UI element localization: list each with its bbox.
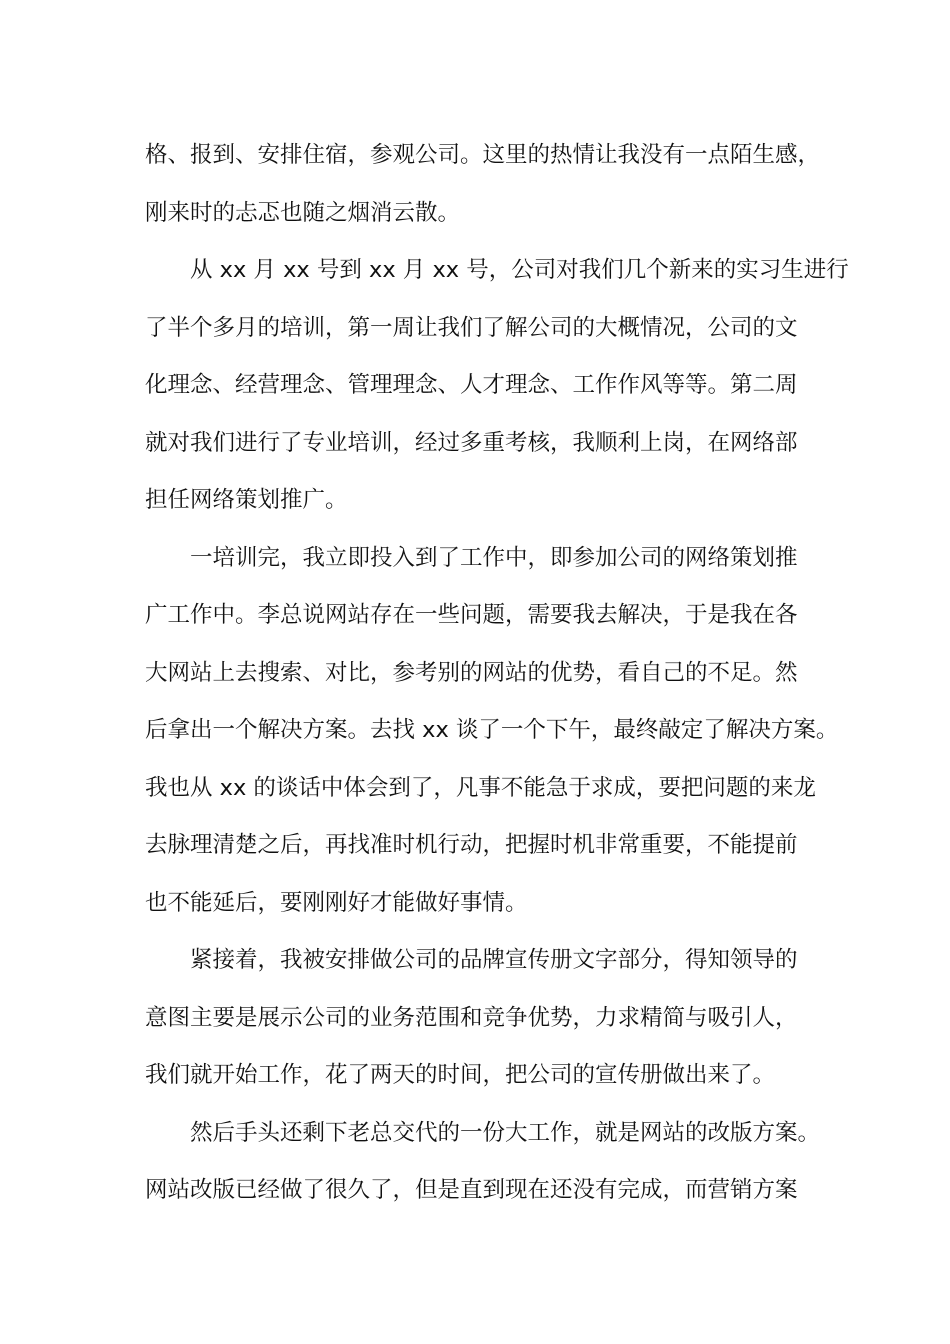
body-text: [145, 127, 849, 1220]
text-line: 网站改版已经做了很久了，但是直到现在还没有完成，而营销方案: [145, 1177, 798, 1203]
text-line: 就对我们进行了专业培训，经过多重考核，我顺利上岗，在网络部: [145, 429, 798, 456]
paragraph-first-line: 一培训完，我立即投入到了工作中，即参加公司的网络策划推: [190, 544, 798, 571]
text-line: 我们就开始工作，花了两天的时间，把公司的宣传册做出来了。: [145, 1062, 776, 1088]
paragraph-first-line: 紧接着，我被安排做公司的品牌宣传册文字部分，得知领导的: [190, 947, 798, 973]
text-line: 我也从 xx 的谈话中体会到了，凡事不能急于求成，要把问题的来龙: [145, 774, 816, 801]
paragraph-first-line: 然后手头还剩下老总交代的一份大工作，就是网站的改版方案。: [190, 1119, 821, 1146]
text-line: 后拿出一个解决方案。去找 xx 谈了一个下午，最终敲定了解决方案。: [145, 717, 839, 743]
paragraph-first-line: 从 xx 月 xx 号到 xx 月 xx 号，公司对我们几个新来的实习生进行: [190, 257, 849, 283]
text-line: 刚来时的忐忑也随之烟消云散。: [145, 199, 461, 226]
text-line: 广工作中。李总说网站存在一些问题，需要我去解决，于是我在各: [145, 602, 798, 628]
text-line: 担任网络策划推广。: [145, 487, 348, 513]
text-line: 也不能延后，要刚刚好才能做好事情。: [145, 889, 528, 916]
text-line: 了半个多月的培训，第一周让我们了解公司的大概情况，公司的文: [145, 314, 798, 341]
text-line: 去脉理清楚之后，再找准时机行动，把握时机非常重要，不能提前: [145, 832, 798, 858]
text-line: 大网站上去搜索、对比，参考别的网站的优势，看自己的不足。然: [145, 659, 798, 686]
text-line: 格、报到、安排住宿，参观公司。这里的热情让我没有一点陌生感，: [145, 142, 821, 168]
text-line: 化理念、经营理念、管理理念、人才理念、工作作风等等。第二周: [145, 372, 798, 398]
text-line: 意图主要是展示公司的业务范围和竞争优势，力求精简与吸引人，: [145, 1004, 798, 1031]
